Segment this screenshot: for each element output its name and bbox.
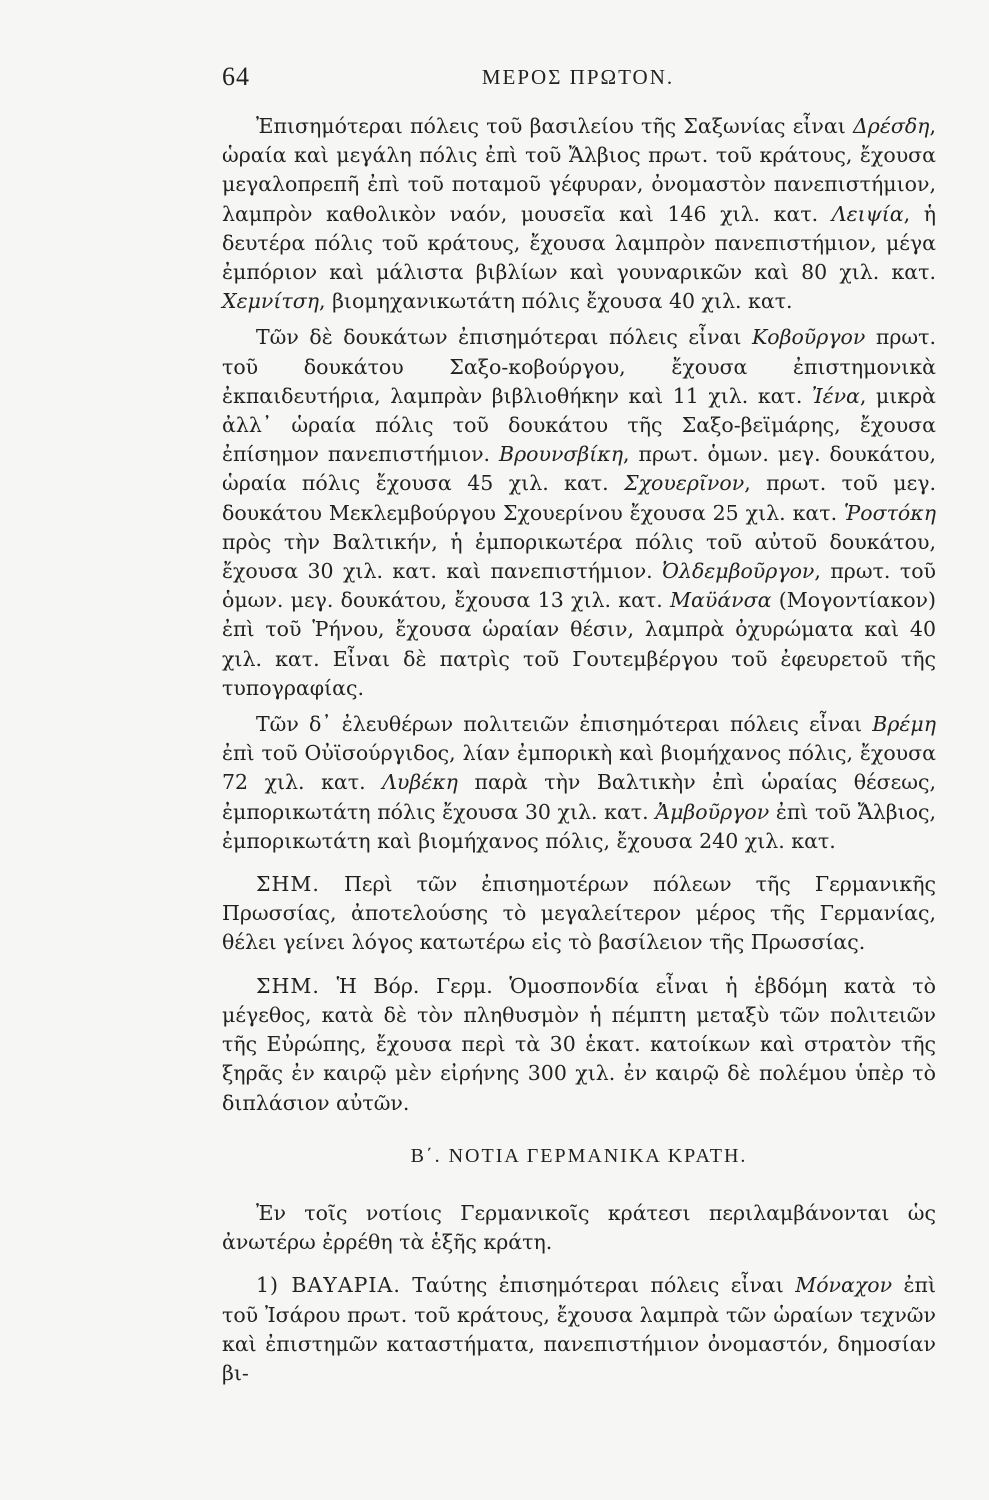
note-label: ΣΗΜ.: [256, 973, 320, 998]
text-run: ἐπὶ τοῦ Ἄλβιος, ἐμπορικωτάτη καὶ βιομήχανος πόλις, ἔχουσα 240 χιλ. κατ.: [222, 799, 936, 853]
text-run: πρωτ. τοῦ δουκάτου Σαξο-κοβούργου, ἔχουσα ἐπιστημονικὰ ἐκπαιδευτήρια, λαμπρὰν βιβλιοθήκην καὶ 11 χιλ. κατ.: [222, 325, 936, 408]
city-name: Βρέμη: [872, 712, 936, 737]
city-name: Ὀλδεμβοῦργον: [662, 559, 815, 584]
city-name: Ἰένα: [811, 383, 860, 408]
text-run: , πρωτ. τοῦ μεγ. δουκάτου Μεκλεμβούργου Σχουερίνου ἔχουσα 25 χιλ. κατ.: [222, 471, 936, 525]
text-run: , μικρὰ ἀλλ᾽ ὡραία πόλις τοῦ δουκάτου τῆς Σαξο-βεϊμάρης, ἔχουσα ἐπίσημον πανεπιστήμιον.: [222, 383, 936, 467]
city-name: Μαϋάνσα: [670, 588, 772, 613]
city-name: Λειψία: [831, 201, 904, 226]
state-label: 1) ΒΑΥΑΡΙΑ.: [256, 1273, 401, 1298]
text-run: ἐπὶ τοῦ Οὐϊσούργιδος, λίαν ἐμπορικὴ καὶ βιομήχανος πόλις, ἔχουσα 72 χιλ. κατ.: [222, 741, 936, 795]
note-label: ΣΗΜ.: [256, 872, 320, 897]
text-run: Ταύτης ἐπισημότεραι πόλεις εἶναι: [400, 1273, 796, 1298]
city-name: Σχουερῖνον: [624, 471, 745, 496]
text-run: , πρωτ. τοῦ ὁμων. μεγ. δουκάτου, ἔχουσα 13 χιλ. κατ.: [222, 559, 936, 613]
text-run: , ἡ δευτέρα πόλις τοῦ κράτους, ἔχουσα λαμπρὸν πανεπιστήμιον, μέγα ἐμπόριον καὶ μάλιστα βιβλίων καὶ γουναρικῶν καὶ 80 χιλ. κατ.: [222, 201, 936, 285]
text-run: Τῶν δ᾽ ἐλευθέρων πολιτειῶν ἐπισημότεραι πόλεις εἶναι: [256, 712, 873, 737]
paragraph-saxony: [222, 112, 936, 316]
text-run: ἐπὶ τοῦ Ἰσάρου πρωτ. τοῦ κράτους, ἔχουσα λαμπρὰ τῶν ὡραίων τεχνῶν καὶ ἐπιστημῶν καταστήματα, πανεπιστήμιον ὀνομαστόν, δημοσίαν βι-: [222, 1273, 936, 1385]
text-run: (Μογοντίακον) ἐπὶ τοῦ Ῥήνου, ἔχουσα ὡραίαν θέσιν, λαμπρὰ ὀχυρώματα καὶ 40 χιλ. κατ. Εἶναι δὲ πατρὶς τοῦ Γουτεμβέργου τοῦ ἐφευρετοῦ τῆς τυπογραφίας.: [222, 588, 936, 700]
paragraph-duchies: [222, 323, 936, 703]
city-name: Μόναχον: [795, 1273, 893, 1298]
note-prussia: [222, 870, 936, 958]
city-name: Δρέσδη: [852, 114, 930, 138]
page-header: [222, 62, 934, 96]
city-name: Κοβοῦργον: [751, 325, 866, 350]
text-run: Ἐπισημότεραι πόλεις τοῦ βασιλείου τῆς Σαξωνίας εἶναι: [256, 114, 853, 138]
paragraph-bavaria: [222, 1271, 936, 1388]
text-run: πρὸς τὴν Βαλτικήν, ἡ ἐμπορικωτέρα πόλις τοῦ αὐτοῦ δουκάτου, ἔχουσα 30 χιλ. κατ. καὶ πανεπιστήμιον.: [222, 529, 936, 584]
note-text: Περὶ τῶν ἐπισημοτέρων πόλεων τῆς Γερμανικῆς Πρωσσίας, ἀποτελούσης τὸ μεγαλείτερον μέρος τῆς Γερμανίας, θέλει γείνει λόγος κατωτέρω εἰς τὸ βασίλειον τῆς Πρωσσίας.: [222, 872, 936, 955]
paragraph-free-cities: [222, 710, 936, 856]
city-name: Βρουνσβίκη: [499, 442, 624, 467]
text-run: παρὰ τὴν Βαλτικὴν ἐπὶ ὡραίας θέσεως, ἐμπορικωτάτη πόλις ἔχουσα 30 χιλ. κατ.: [222, 770, 936, 824]
city-name: Λυβέκη: [382, 770, 458, 795]
body-text: [222, 112, 936, 1388]
text-run: , ὡραία καὶ μεγάλη πόλις ἐπὶ τοῦ Ἄλβιος πρωτ. τοῦ κράτους, ἔχουσα μεγαλοπρεπῆ ἐπὶ τοῦ ποταμοῦ γέφυραν, ὀνομαστὸν πανεπιστήμιον, λαμπρὸν καθολικὸν ναόν, μουσεῖα καὶ 146 χιλ. κατ.: [222, 114, 936, 226]
text-run: , πρωτ. ὁμων. μεγ. δουκάτου, ὡραία πόλις ἔχουσα 45 χιλ. κατ.: [222, 442, 936, 496]
city-name: Χεμνίτση: [222, 289, 320, 314]
section-intro: Ἐν τοῖς νοτίοις Γερμανικοῖς κράτεσι περιλαμβάνονται ὡς ἀνωτέρω ἐρρέθη τὰ ἑξῆς κράτη.: [222, 1200, 936, 1255]
city-name: Ῥοστόκη: [844, 500, 936, 525]
note-confederation: [222, 972, 936, 1118]
section-heading: Β΄. ΝΟΤΙΑ ΓΕΡΜΑΝΙΚΑ ΚΡΑΤΗ.: [410, 1144, 748, 1167]
text-run: Τῶν δὲ δουκάτων ἐπισημότεραι πόλεις εἶναι: [256, 325, 752, 350]
page-number: 64: [222, 62, 250, 91]
running-title: ΜΕΡΟΣ ΠΡΩΤΟΝ.: [481, 65, 675, 89]
note-text: Ἡ Βόρ. Γερμ. Ὁμοσπονδία εἶναι ἡ ἑβδόμη κατὰ τὸ μέγεθος, κατὰ δὲ τὸν πληθυσμὸν ἡ πέμπτη μεταξὺ τῶν πολιτειῶν τῆς Εὐρώπης, ἔχουσα περὶ τὰ 30 ἑκατ. κατοίκων καὶ στρατὸν τῆς ξηρᾶς ἐν καιρῷ μὲν εἰρήνης 300 χιλ. ἐν καιρῷ δὲ πολέμου ὑπὲρ τὸ διπλάσιον αὐτῶν.: [222, 973, 936, 1115]
city-name: Ἀμβοῦργον: [655, 799, 770, 824]
text-run: , βιομηχανικωτάτη πόλις ἔχουσα 40 χιλ. κατ.: [319, 289, 793, 314]
